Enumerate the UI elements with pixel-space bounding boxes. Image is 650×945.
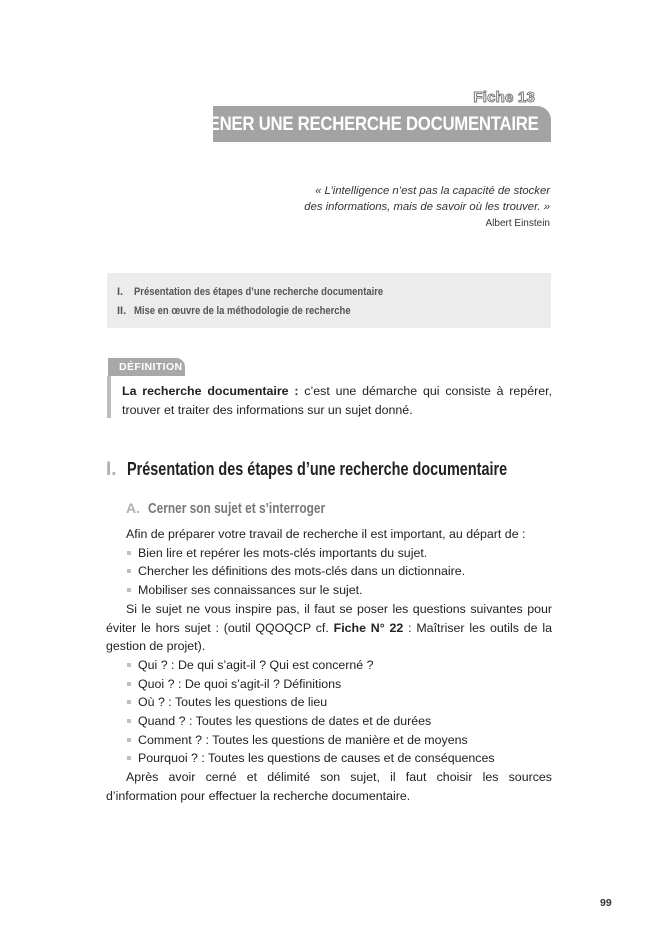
quote-line-2: des informations, mais de savoir où les trouver. »	[304, 201, 550, 213]
list-item: Chercher les définitions des mots-clés dans un dictionnaire.	[126, 562, 552, 581]
definition-text	[122, 382, 552, 420]
qqoqcp-text-b: : Maîtriser les outils de la gestion de projet).	[106, 620, 552, 654]
list-item: Qui ? : De qui s’agit-il ? Qui est concerné ?	[126, 656, 552, 675]
qqoqcp-paragraph	[106, 600, 552, 656]
page-number: 99	[600, 897, 612, 909]
subsection-heading	[126, 500, 364, 517]
list-item: Pourquoi ? : Toutes les questions de causes et de conséquences	[126, 749, 552, 768]
closing-paragraph: Après avoir cerné et délimité son sujet, il faut choisir les sources d’information pour effectuer la recherche documentaire.	[106, 770, 552, 803]
list-item: Bien lire et repérer les mots-clés importants du sujet.	[126, 544, 552, 563]
definition-term: La recherche documentaire :	[122, 384, 299, 398]
summary-item-number: I.	[117, 286, 124, 298]
summary-item-number: II.	[117, 305, 127, 317]
summary-item[interactable]	[117, 302, 551, 321]
list-item: Mobiliser ses connaissances sur le sujet.	[126, 581, 552, 600]
list-item: Quoi ? : De quoi s’agit-il ? Définitions	[126, 675, 552, 694]
list-preparation	[126, 544, 552, 600]
fiche-number: Fiche 13	[473, 89, 535, 106]
epigraph	[250, 183, 550, 229]
list-item: Où ? : Toutes les questions de lieu	[126, 693, 552, 712]
summary-item-text: Mise en œuvre de la méthodologie de recherche	[134, 305, 351, 317]
title-band	[195, 106, 551, 142]
intro-paragraph: Afin de préparer votre travail de recherche il est important, au départ de :	[126, 527, 526, 541]
list-questions	[126, 656, 552, 768]
summary-item-text: Présentation des étapes d’une recherche documentaire	[134, 286, 384, 298]
list-item: Comment ? : Toutes les questions de manière et de moyens	[126, 731, 552, 750]
fiche-reference[interactable]: Fiche N° 22	[333, 620, 404, 635]
quote-author: Albert Einstein	[485, 218, 550, 229]
page-title: MENER UNE RECHERCHE DOCUMENTAIRE	[195, 112, 539, 135]
list-item: Quand ? : Toutes les questions de dates et de durées	[126, 712, 552, 731]
section-title: Présentation des étapes d’une recherche documentaire	[126, 458, 507, 479]
definition-body: c’est une démarche qui consiste à repérer, trouver et traiter des informations sur un sujet donné.	[122, 384, 552, 417]
section-number: I.	[106, 459, 117, 480]
qqoqcp-text-a: Si le sujet ne vous inspire pas, il faut se poser les questions suivantes pour éviter le hors sujet : (outil QQOQCP cf.	[106, 601, 552, 635]
summary-box	[107, 273, 551, 328]
definition-bar	[107, 376, 111, 418]
body-text	[106, 525, 552, 806]
definition-tab: DÉFINITION	[108, 358, 185, 376]
subsection-title: Cerner son sujet et s’interroger	[148, 501, 326, 517]
quote-line-1: « L’intelligence n’est pas la capacité de stocker	[315, 185, 550, 197]
section-heading	[106, 458, 614, 481]
subsection-number: A.	[126, 500, 140, 516]
summary-item[interactable]	[117, 283, 551, 302]
